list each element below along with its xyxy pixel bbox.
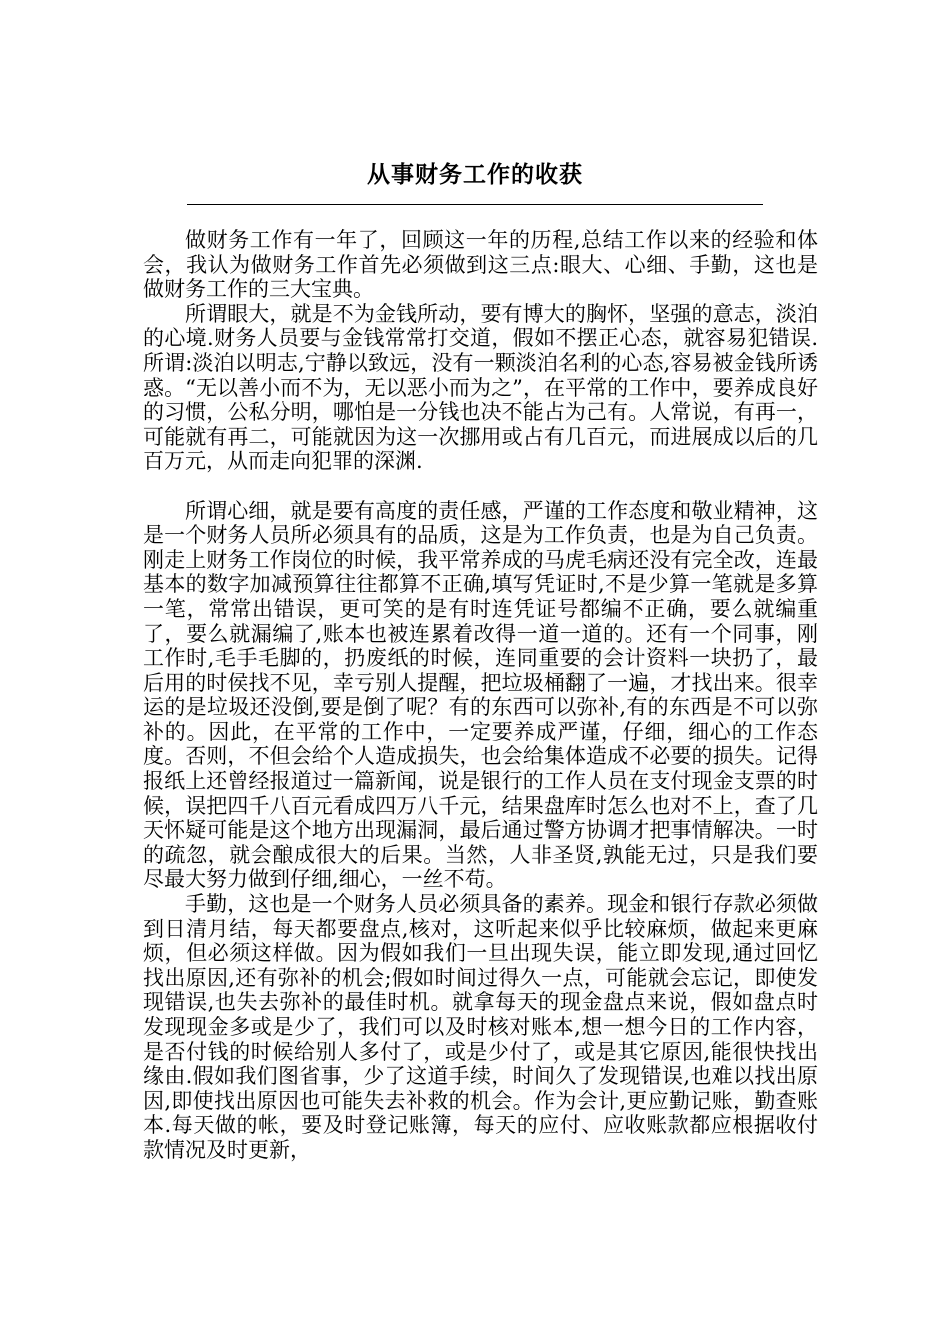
document-title: 从事财务工作的收获	[367, 161, 583, 188]
document-body	[143, 228, 818, 1163]
paragraph-eye: 所谓眼大，就是不为金钱所动，要有博大的胸怀，坚强的意志，淡泊的心境.财务人员要与金钱常常打交道，假如不摆正心态，就容易犯错误.所谓:淡泊以明志,宁静以致远，没有一颗淡泊名利的心态,容易被金钱所诱惑。“无以善小而不为，无以恶小而为之”，在平常的工作中，要养成良好的习惯，公私分明，哪怕是一分钱也决不能占为己有。人常说，有再一，可能就有再二，可能就因为这一次挪用或占有几百元，而进展成以后的几百万元，从而走向犯罪的深渊.	[143, 301, 818, 474]
paragraph-careful: 所谓心细，就是要有高度的责任感，严谨的工作态度和敬业精神，这是一个财务人员所必须具有的品质，这是为工作负责，也是为自己负责。刚走上财务工作岗位的时候，我平常养成的马虎毛病还没有完全改，连最基本的数字加减预算往往都算不正确,填写凭证时,不是少算一笔就是多算一笔，常常出错误，更可笑的是有时连凭证号都编不正确，要么就编重了，要么就漏编了,账本也被连累着改得一道一道的。还有一个同事，刚工作时,毛手毛脚的，扔废纸的时候，连同重要的会计资料一块扔了，最后用的时侯找不见，幸亏别人提醒，把垃圾桶翻了一遍，才找出来。很幸运的是垃圾还没倒,要是倒了呢？有的东西可以弥补,有的东西是不可以弥补的。因此，在平常的工作中，一定要养成严谨，仔细，细心的工作态度。否则，不但会给个人造成损失，也会给集体造成不必要的损失。记得报纸上还曾经报道过一篇新闻，说是银行的工作人员在支付现金支票的时候，误把四千八百元看成四万八千元，结果盘库时怎么也对不上，查了几天怀疑可能是这个地方出现漏洞，最后通过警方协调才把事情解决。一时的疏忽，就会酿成很大的后果。当然，人非圣贤,孰能无过，只是我们要尽最大努力做到仔细,细心，一丝不苟。	[143, 498, 818, 892]
title-underline	[187, 204, 763, 205]
paragraph-gap	[143, 474, 818, 499]
paragraph-diligent: 手勤，这也是一个财务人员必须具备的素养。现金和银行存款必须做到日清月结，每天都要盘点,核对，这听起来似乎比较麻烦，做起来更麻烦，但必须这样做。因为假如我们一旦出现失误，能立即发现,通过回忆找出原因,还有弥补的机会;假如时间过得久一点，可能就会忘记，即使发现错误,也失去弥补的最佳时机。就拿每天的现金盘点来说，假如盘点时发现现金多或是少了，我们可以及时核对账本,想一想今日的工作内容，是否付钱的时候给别人多付了，或是少付了，或是其它原因,能很快找出缘由.假如我们图省事，少了这道手续，时间久了发现错误,也难以找出原因,即使找出原因也可能失去补救的机会。作为会计,更应勤记账，勤查账本.每天做的帐，要及时登记账簿，每天的应付、应收账款都应根据收付款情况及时更新，	[143, 892, 818, 1162]
paragraph-intro: 做财务工作有一年了，回顾这一年的历程,总结工作以来的经验和体会，我认为做财务工作首先必须做到这三点:眼大、心细、手勤，这也是做财务工作的三大宝典。	[143, 228, 818, 302]
